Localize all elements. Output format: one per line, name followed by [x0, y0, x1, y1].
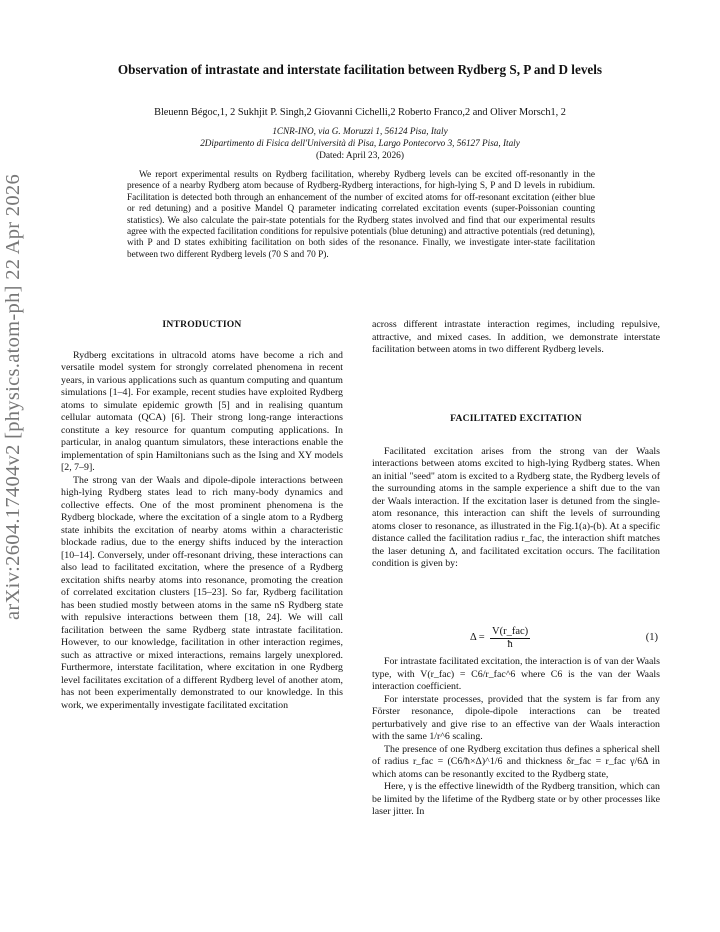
facilitated-paragraph-1: Facilitated excitation arises from the strong van der Waals interactions between atoms excited to high-lying Rydberg states. When an initial "seed" atom is excited to a Rydberg state, the Rydberg levels of the surrounding atoms in the sample experience a shift due to the van der Waals interaction. If the excitation laser is detuned from the single-atom resonance, this interaction can shift the levels of surrounding atoms closer to resonance, as illustrated in the Fig.1(a)-(b). At a specific distance called the facilitation radius r_fac, the interaction shift matches the laser detuning Δ, and facilitated excitation occurs. The facilitation condition is given by: — [372, 445, 660, 569]
intro-paragraph-2: The strong van der Waals and dipole-dipole interactions between high-lying Rydberg states lead to rich many-body dynamics and collective effects. One of the most prominent phenomena is the Rydberg blockade, where the excitation of a single atom to a Rydberg state inhibits the excitation of nearby atoms within a characteristic blockade radius, due to the energy shifts induced by the interaction [10–14]. Conversely, under off-resonant driving, these interactions can also lead to facilitated excitation, where the presence of a Rydberg excitation shifts nearby atoms into resonance, promoting the creation of correlated excitation clusters [15–23]. So far, Rydberg facilitation has been studied mostly between atoms in the same nS Rydberg state with repulsive interactions between them [18, 24]. We will call facilitation between the same Rydberg state intrastate facilitation. However, to our knowledge, facilitation in other interaction regimes, such as attractive or mixed interactions, remains largely unexplored. Furthermore, interstate facilitation, where excitation in one Rydberg level facilitates excitation of a different Rydberg level of another atom, has not been experimentally demonstrated to our knowledge. In this work, we experimentally investigate facilitated excitation — [61, 474, 343, 711]
intro-continuation: across different intrastate interaction regimes, including repulsive, attractive, and mixed cases. In addition, we demonstrate interstate facilitation between atoms in two different Rydberg levels. — [372, 319, 660, 355]
facilitated-paragraph-3: For interstate processes, provided that the system is far from any Förster resonance, dipole-dipole interactions can be treated perturbatively and give rise to an effective van der Waals interaction with the same 1/r^6 scaling. — [372, 693, 660, 742]
equation-number: (1) — [645, 632, 658, 643]
facilitated-section — [372, 413, 660, 571]
facilitated-section-continued — [372, 656, 660, 819]
paper-title: Observation of intrastate and interstate facilitation between Rydberg S, P and D levels — [117, 62, 603, 77]
equation-1 — [372, 626, 660, 652]
facilitated-paragraph-2: For intrastate facilitated excitation, the interaction is of van der Waals type, with V(r_fac) = C6/r_fac^6 where C6 is the van der Waals interaction coefficient. — [372, 656, 660, 692]
equation-lhs: Δ = — [470, 632, 485, 643]
facilitated-paragraph-4: The presence of one Rydberg excitation thus defines a spherical shell of radius r_fac = (C6/ħ×Δ)^1/6 and thickness δr_fac = r_fac γ/6Δ in which atoms can be resonantly excited to the Rydberg state, — [372, 743, 660, 780]
left-column — [61, 319, 343, 712]
equation-numerator: V(r_fac) — [492, 626, 529, 637]
author-list: Bleuenn Bégoc,1, 2 Sukhjit P. Singh,2 Giovanni Cichelli,2 Roberto Franco,2 and Oliver Morsch1, 2 — [154, 107, 566, 118]
abstract: We report experimental results on Rydberg facilitation, whereby Rydberg levels can be excited off-resonantly in the presence of a nearby Rydberg atom because of Rydberg-Rydberg interactions, for high-lying S, P and D levels in rubidium. Facilitation is detected both through an enhancement of the number of excited atoms for off-resonant excitation (either blue or red detuning) and a positive Mandel Q parameter indicating correlated excitation events (super-Poissonian counting statistics). We also calculate the pair-state potentials for the Rydberg states involved and find that our experimental results agree with the expected facilitation conditions for repulsive potentials (blue detuning) and attractive potentials (red detuning), with P and D states exhibiting facilitation on both sides of the resonance. Finally, we investigate inter-state facilitation between two different Rydberg levels (70 S and 70 P). — [127, 170, 595, 260]
affiliation-2: 2Dipartimento di Fisica dell'Università di Pisa, Largo Pontecorvo 3, 56127 Pisa, Italy — [200, 138, 520, 148]
facilitated-paragraph-5: Here, γ is the effective linewidth of the Rydberg transition, which can be limited by the lifetime of the Rydberg state or by other processes like laser jitter. In — [372, 781, 660, 817]
intro-paragraph-1: Rydberg excitations in ultracold atoms have become a rich and versatile model system for strongly correlated phenomena in recent years, in various applications such as quantum computing and quantum simulations [1–4]. For example, recent studies have exploited Rydberg atoms to simulate epidemic growth [5] and in realising quantum cellular automata (QCA) [6]. Their strong long-range interactions constitute a key resource for quantum computing applications. In particular, in analog quantum simulators, these interactions enable the implementation of spin Hamiltonians such as the Ising and XY models [2, 7–9]. — [61, 349, 343, 473]
date-line: (Dated: April 23, 2026) — [315, 151, 404, 161]
section-heading-introduction: INTRODUCTION — [162, 319, 242, 330]
arxiv-identifier: arXiv:2604.17404v2 [physics.atom-ph] 22 Apr 2026 — [2, 174, 24, 620]
affiliation-1: 1CNR-INO, via G. Moruzzi 1, 56124 Pisa, Italy — [272, 126, 448, 136]
equation-fraction — [490, 626, 530, 651]
right-column — [372, 319, 660, 357]
section-heading-facilitated-excitation: FACILITATED EXCITATION — [450, 413, 582, 424]
equation-denominator: ħ — [507, 639, 513, 650]
